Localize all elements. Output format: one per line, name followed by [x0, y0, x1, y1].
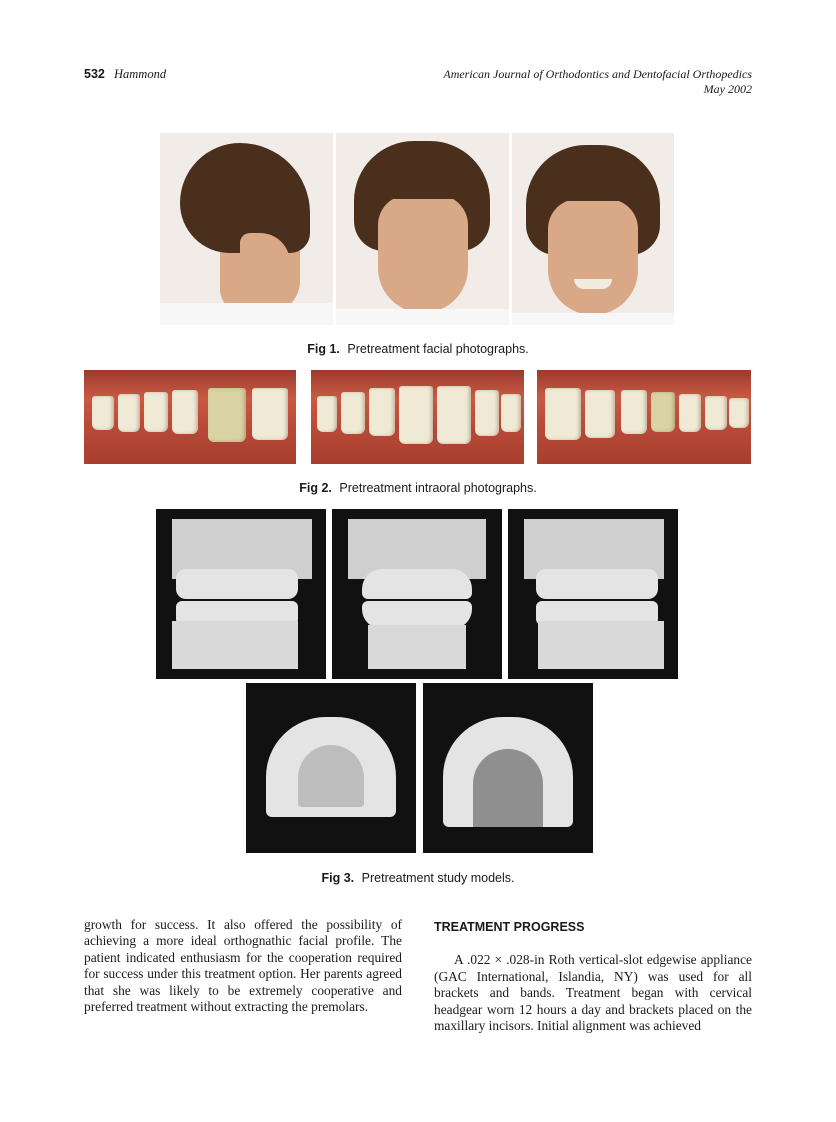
author-name: Hammond [113, 67, 167, 81]
running-header-right [443, 67, 752, 97]
section-heading: TREATMENT PROGRESS [434, 920, 585, 934]
figure-3-label: Fig 3. [321, 871, 355, 885]
left-column-paragraph: growth for success. It also offered the possibility of achieving a more ideal orthognathic facial profile. The patient indicated enthusiasm for the cooperation required for success under this treatment option. Her parents agreed that she was likely to be extremely cooperative and preferred treatment without extracting the premolars. [84, 917, 402, 1015]
study-model-frontal-view [332, 509, 502, 679]
study-model-maxillary-occlusal [246, 683, 416, 853]
body-right-column [434, 917, 752, 1034]
figure-2-caption [0, 481, 836, 495]
figure-1-caption [0, 342, 836, 356]
figure-1-label: Fig 1. [307, 342, 340, 356]
study-model-right-view [156, 509, 326, 679]
journal-title: American Journal of Orthodontics and Dentofacial Orthopedics [443, 67, 752, 81]
intraoral-photo-right [84, 370, 296, 464]
study-model-mandibular-occlusal [423, 683, 593, 853]
facial-photo-smiling [512, 133, 674, 325]
facial-photo-profile [160, 133, 333, 325]
figure-3-caption [0, 871, 836, 885]
facial-photo-frontal [336, 133, 509, 325]
figure-2-caption-text: Pretreatment intraoral photographs. [339, 481, 537, 495]
issue-date: May 2002 [703, 82, 752, 96]
figure-3-caption-text: Pretreatment study models. [361, 871, 515, 885]
running-header-left [84, 67, 166, 82]
body-left-column [84, 917, 402, 1015]
study-model-left-view [508, 509, 678, 679]
intraoral-photo-frontal [311, 370, 524, 464]
right-column-paragraph: A .022 × .028-in Roth vertical-slot edgewise appliance (GAC International, Islandia, NY) was used for all brackets and bands. Treatment began with cervical headgear worn 12 hours a day and brackets placed on the maxillary incisors. Initial alignment was achieved [434, 952, 752, 1034]
figure-2-label: Fig 2. [299, 481, 332, 495]
figure-1-caption-text: Pretreatment facial photographs. [347, 342, 529, 356]
intraoral-photo-left [537, 370, 751, 464]
page-number: 532 [84, 67, 105, 81]
